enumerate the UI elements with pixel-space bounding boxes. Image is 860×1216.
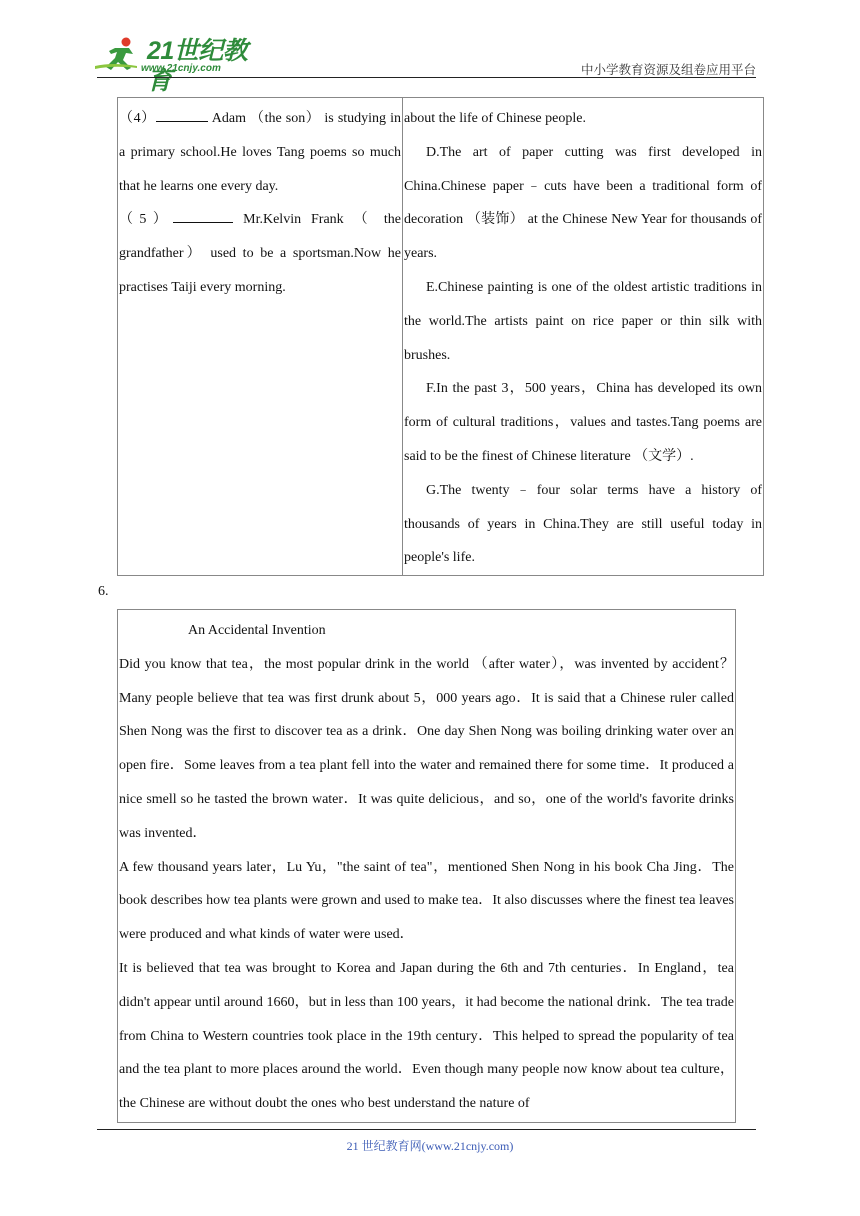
site-logo [93,36,263,95]
page-header [0,0,860,95]
option-g: G.The twenty﹣four solar terms have a history of thousands of years in China.They are still useful today in people's life. [404,482,762,566]
item-5: （5） Mr.Kelvin Frank （ the grandfather） used to be a sportsman.Now he practises Taiji every morning. [119,203,401,304]
answer-blank-4[interactable] [156,107,208,122]
platform-title: 中小学教育资源及组卷应用平台 [580,62,756,77]
matching-table [117,97,764,576]
logo-text: 21世纪教育 [147,37,248,95]
reading-passage [117,609,736,1123]
passage-paragraph: A few thousand years later，Lu Yu，"the saint of tea"，mentioned Shen Nong in his book Cha Jing．The book describes how tea plants were grown and used to make tea．It also discusses where the finest tea leaves were produced and what kinds of water were used． [119,859,734,943]
runner-logo-icon [93,36,145,76]
table-right-cell [403,98,764,576]
logo-url: www.21cnjy.com [141,63,221,74]
passage-paragraph: It is believed that tea was brought to Korea and Japan during the 6th and 7th centuries．In England，tea didn't appear until around 1660，but in less than 100 years，it had become the national drink．The tea trade from China to Western countries took place in the 19th century．This helped to spread the popularity of tea and the tea plant to more places around the world．Even though many people now know about tea culture，the Chinese are without doubt the ones who best understand the nature of [119,960,734,1112]
passage-title: An Accidental Invention [188,623,326,638]
table-left-cell [118,98,403,576]
option-d: D.The art of paper cutting was first developed in China.Chinese paper﹣cuts have been a traditional form of decoration （装饰） at the Chinese New Year for thousands of years. [404,144,762,262]
option-cont: about the life of Chinese people. [404,111,586,126]
item-4: （4） Adam （the son） is studying in a primary school.He loves Tang poems so much that he learns one every day. [119,102,401,203]
header-divider [97,77,756,78]
option-f: F.In the past 3，500 years，China has developed its own form of cultural traditions，values and tastes.Tang poems are said to be the finest of Chinese literature （文学）. [404,381,762,464]
passage-paragraph: Did you know that tea，the most popular drink in the world （after water），was invented by accident？Many people believe that tea was first drunk about 5，000 years ago．It is said that a Chinese ruler called Shen Nong was the first to discover tea as a drink．One day Shen Nong was boiling drinking water over an open fire．Some leaves from a tea plant fell into the water and remained there for some time．It produced a nice smell so he tasted the brown water．It was quite delicious，and so，one of the world's favorite drinks was invented． [119,656,734,841]
question-number: 6. [98,584,109,599]
option-e: E.Chinese painting is one of the oldest artistic traditions in the world.The artists paint on rice paper or thin silk with brushes. [404,279,762,363]
page-footer: 21 世纪教育网(www.21cnjy.com) [346,1139,514,1153]
footer-divider [97,1129,756,1130]
answer-blank-5[interactable] [173,208,233,223]
